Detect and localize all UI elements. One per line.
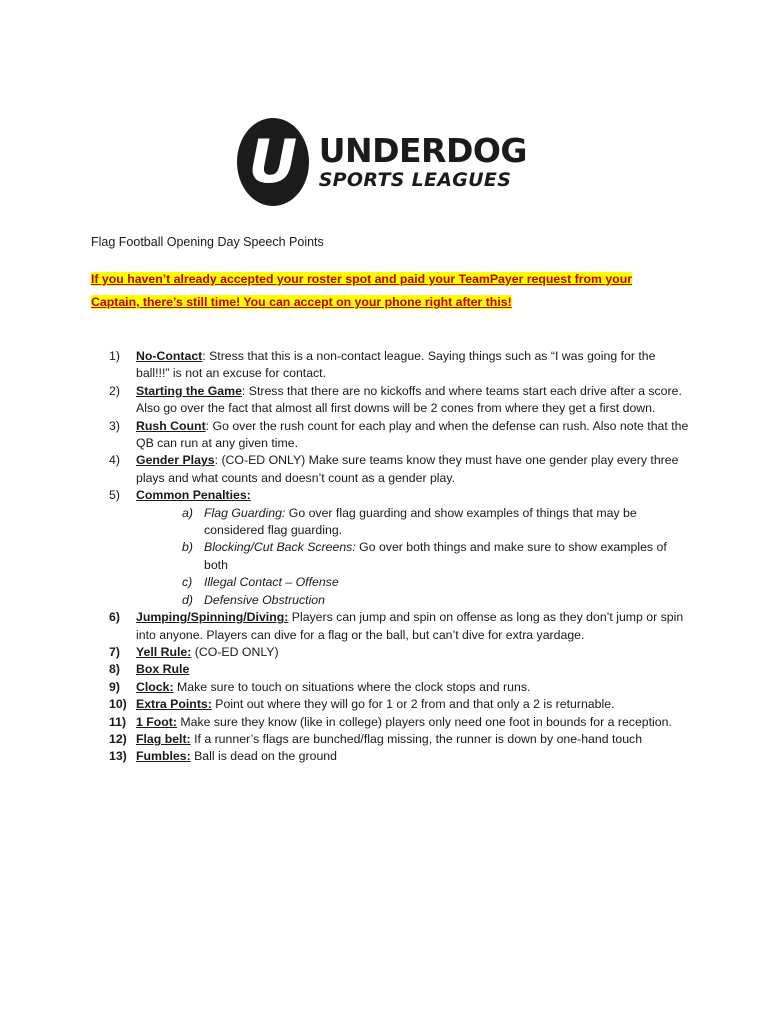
item-term: Gender Plays (136, 453, 215, 468)
list-item (109, 609, 689, 644)
item-term: 1 Foot: (136, 714, 177, 729)
item-term: Fumbles: (136, 749, 191, 764)
sub-text: Go over flag guarding and show examples of things that may be considered flag guarding. (204, 505, 637, 538)
item-number: 4) (109, 453, 120, 468)
item-number: 8) (109, 662, 120, 677)
sublist-item (182, 505, 689, 540)
item-text: Make sure they know (like in college) players only need one foot in bounds for a reception. (176, 714, 672, 729)
sub-term: Defensive Obstruction (204, 592, 325, 607)
logo-wordmark (319, 133, 527, 191)
item-text: Players can jump and spin on offense as long as they don’t jump or spin into anyone. Players can dive for a flag or the ball, but can’t dive for extra yardage. (136, 610, 684, 642)
penalties-sublist-row (109, 505, 689, 609)
list-item (109, 696, 689, 713)
list-item (109, 644, 689, 661)
item-number: 6) (109, 610, 120, 625)
sub-letter: a) (182, 505, 193, 520)
item-text: : Go over the rush count for each play and when the defense can rush. Also note that the QB can run at any given time. (136, 418, 689, 451)
sublist-item (182, 592, 689, 609)
teampayer-notice (91, 268, 691, 314)
item-text: If a runner’s flags are bunched/flag missing, the runner is down by one-hand touch (190, 731, 643, 746)
list-item (109, 418, 689, 453)
item-number: 2) (109, 383, 120, 398)
speech-points-list (109, 348, 689, 766)
list-item (109, 679, 689, 696)
item-number: 9) (109, 679, 120, 694)
item-number: 7) (109, 644, 120, 659)
sub-letter: c) (182, 575, 193, 590)
item-term: Extra Points: (136, 697, 212, 712)
item-text: Make sure to touch on situations where the clock stops and runs. (173, 679, 531, 694)
item-term: Jumping/Spinning/Diving: (136, 610, 289, 625)
item-term: Starting the Game (136, 383, 242, 398)
list-item (109, 487, 689, 504)
penalties-sublist (109, 505, 689, 609)
logo-line-1: UNDERDOG (318, 131, 527, 170)
item-term: Flag belt: (136, 731, 191, 746)
sub-text: Go over both things and make sure to show examples of both (204, 540, 667, 572)
item-text: : (CO-ED ONLY) Make sure teams know they must have one gender play every three plays and what counts and doesn’t count as a gender play. (136, 453, 679, 485)
sub-letter: b) (182, 540, 193, 555)
list-item (109, 714, 689, 731)
sublist-item (182, 539, 689, 574)
item-term: Clock: (136, 679, 174, 694)
logo-line-2: SPORTS LEAGUES (318, 169, 512, 191)
item-text: (CO-ED ONLY) (191, 644, 279, 659)
list-item (109, 348, 689, 383)
item-term: No-Contact (136, 349, 203, 363)
item-number: 1) (109, 349, 120, 363)
document-title: Flag Football Opening Day Speech Points (91, 235, 324, 249)
logo-mark: U (237, 118, 309, 206)
list-item (109, 661, 689, 678)
item-number: 5) (109, 488, 120, 503)
sub-term: Flag Guarding: (204, 505, 286, 520)
item-text: : Stress that there are no kickoffs and where teams start each drive after a score. Also go over the fact that almost all first downs will be 2 cones from where they get a first down. (136, 383, 682, 416)
item-term: Yell Rule: (136, 644, 192, 659)
item-number: 3) (109, 418, 120, 433)
item-term: Rush Count (136, 418, 206, 433)
list-item (109, 748, 689, 765)
item-text: Point out where they will go for 1 or 2 from and that only a 2 is returnable. (211, 697, 615, 712)
item-term: Box Rule (136, 662, 190, 677)
sublist-item (182, 574, 689, 591)
list-item (109, 452, 689, 487)
underdog-logo (237, 116, 527, 208)
item-number: 11) (109, 714, 127, 729)
item-term: Common Penalties: (136, 488, 251, 503)
sub-term: Illegal Contact – Offense (204, 575, 339, 590)
list-item (109, 731, 689, 748)
sub-letter: d) (182, 592, 193, 607)
sub-term: Blocking/Cut Back Screens: (204, 540, 356, 555)
item-number: 10) (109, 697, 127, 712)
notice-line-1: If you haven’t already accepted your roster spot and paid your TeamPayer request from your (91, 272, 632, 286)
notice-line-2: Captain, there’s still time! You can accept on your phone right after this! (91, 295, 512, 309)
item-text: Ball is dead on the ground (190, 749, 337, 764)
item-number: 13) (109, 749, 127, 764)
item-text: : Stress that this is a non-contact league. Saying things such as “I was going for the ball!!!” is not an excuse for contact. (136, 349, 656, 381)
item-number: 12) (109, 731, 127, 746)
list-item (109, 383, 689, 418)
